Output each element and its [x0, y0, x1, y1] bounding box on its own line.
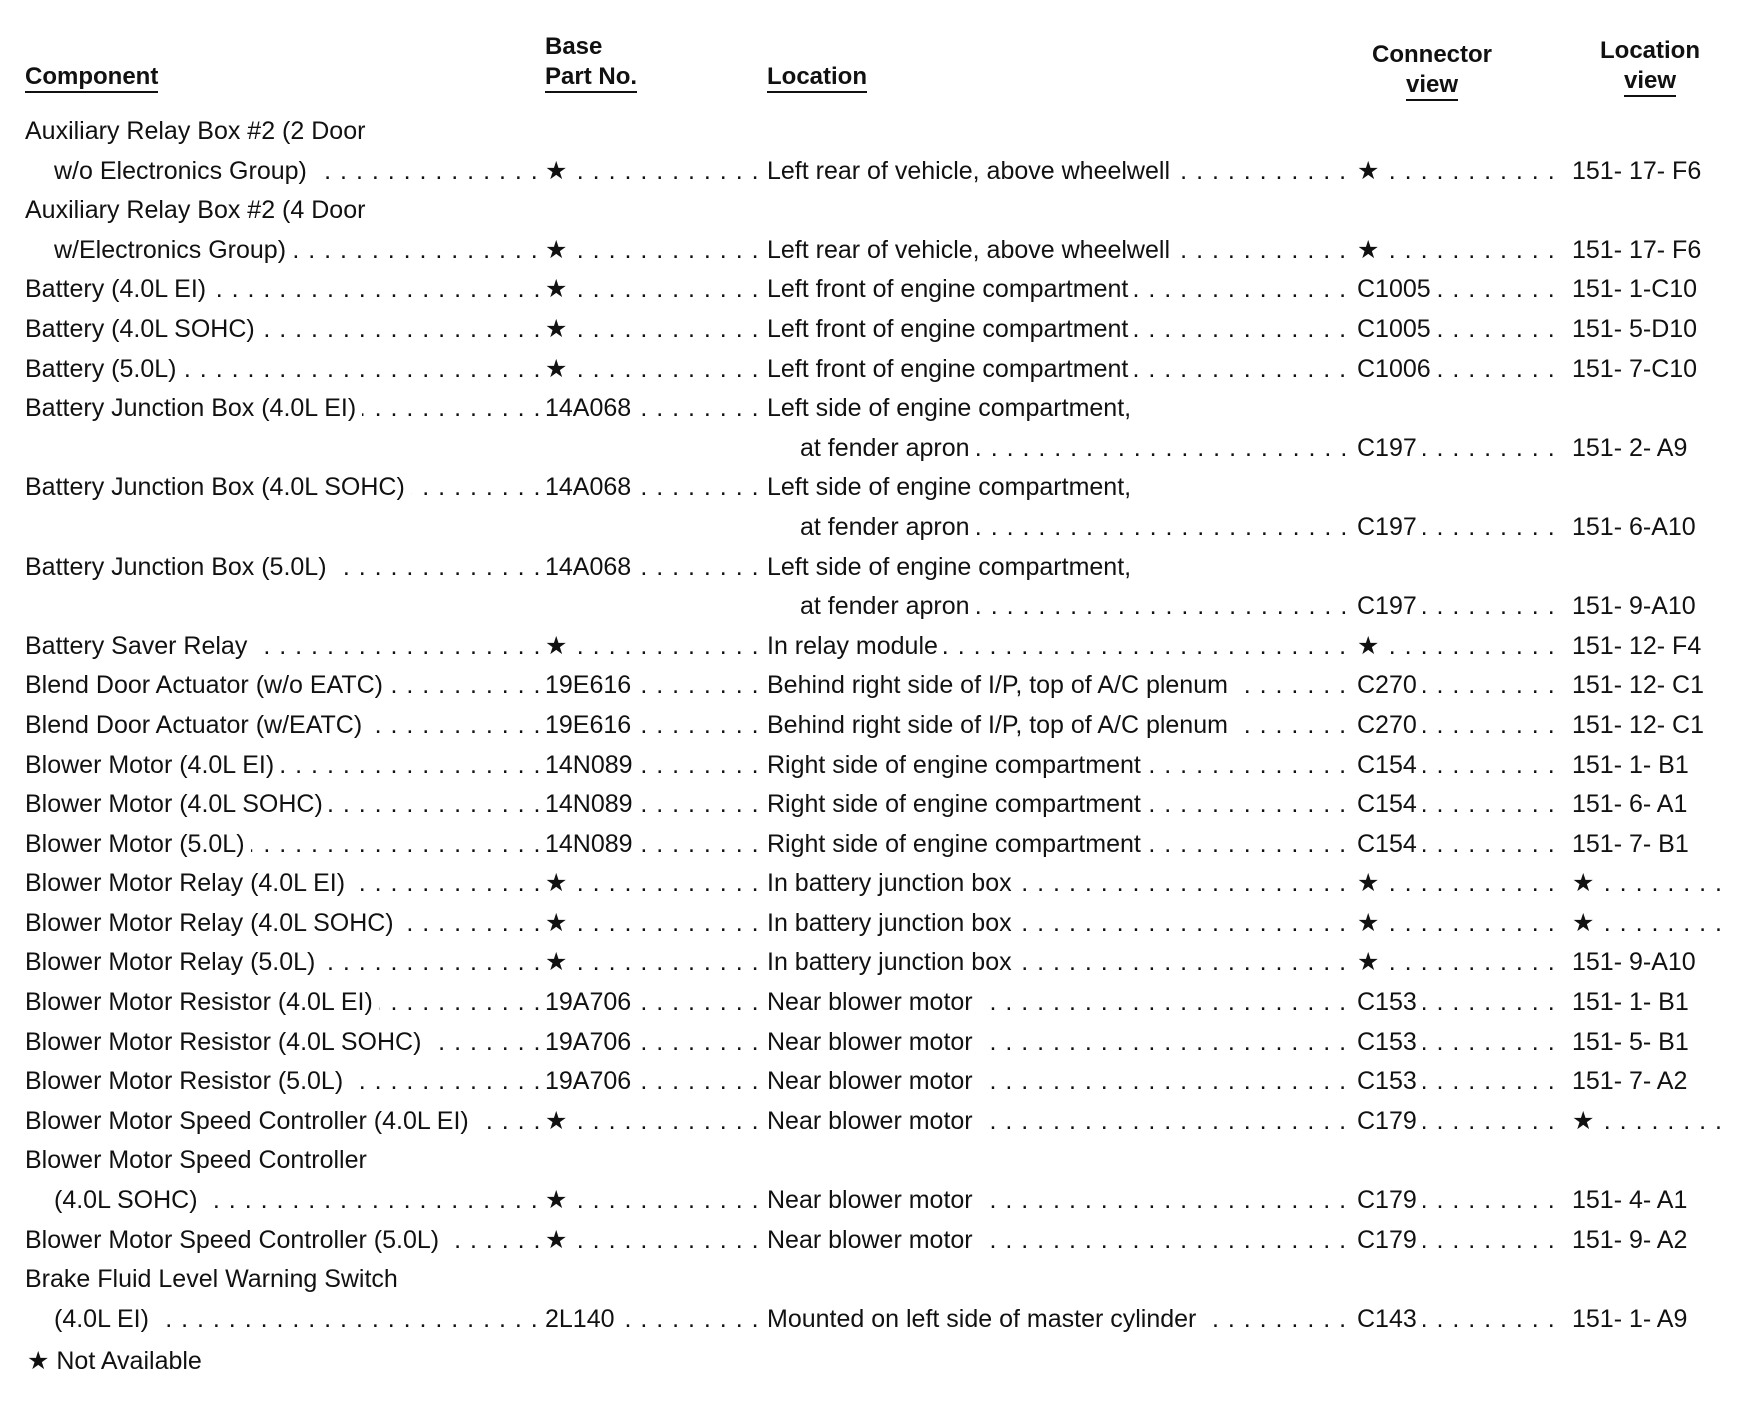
cell-location: Left front of engine compartment . . . [767, 270, 1352, 310]
cell-part: 14N089 . . . [545, 825, 767, 865]
cell-part: ★ . . . [545, 943, 767, 983]
table-row [0, 864, 1756, 904]
cell-part: 19E616 . . . [545, 706, 767, 746]
cell-connector: ★ . . . [1357, 943, 1557, 983]
cell-location: Near blower motor . . . [767, 1221, 1352, 1261]
cell-connector: ★ . . . [1357, 864, 1557, 904]
cell-part: 14A068 . . . [545, 389, 767, 429]
cell-part: ★ . . . [545, 1102, 767, 1142]
table-row [0, 1141, 1756, 1181]
cell-component: Battery (4.0L EI) . . . [25, 270, 545, 310]
cell-connector: C153 . . . [1357, 983, 1557, 1023]
cell-location: Left side of engine compartment, [767, 389, 1352, 429]
cell-part: ★ . . . [545, 152, 767, 192]
cell-location: In battery junction box . . . [767, 904, 1352, 944]
cell-location: Left rear of vehicle, above wheelwell . . . [767, 231, 1352, 271]
cell-part: ★ . . . [545, 310, 767, 350]
cell-location: In relay module . . . [767, 627, 1352, 667]
cell-part: ★ . . . [545, 864, 767, 904]
cell-connector: C143 . . . [1357, 1300, 1557, 1340]
table-row [0, 587, 1756, 627]
table-row [0, 350, 1756, 390]
cell-component: Blower Motor Relay (5.0L) . . . [25, 943, 545, 983]
cell-location: Left side of engine compartment, [767, 548, 1352, 588]
table-row [0, 468, 1756, 508]
cell-location: Near blower motor . . . [767, 983, 1352, 1023]
cell-component: w/o Electronics Group) . . . [54, 152, 545, 192]
cell-component: (4.0L SOHC) . . . [54, 1181, 545, 1221]
cell-component: Blower Motor Speed Controller [25, 1141, 545, 1181]
cell-component: Blend Door Actuator (w/EATC) . . . [25, 706, 545, 746]
cell-component: Blower Motor (5.0L) . . . [25, 825, 545, 865]
cell-connector: C197 . . . [1357, 508, 1557, 548]
table-row [0, 152, 1756, 192]
cell-part: ★ . . . [545, 350, 767, 390]
cell-location: at fender apron . . . [800, 429, 1352, 469]
cell-part: ★ . . . [545, 904, 767, 944]
cell-connector: C1005 . . . [1357, 270, 1557, 310]
cell-connector: C179 . . . [1357, 1102, 1557, 1142]
table-row [0, 943, 1756, 983]
cell-view: ★ . . . [1572, 1102, 1732, 1142]
table-row [0, 1023, 1756, 1063]
cell-location: Left front of engine compartment . . . [767, 310, 1352, 350]
cell-part: ★ . . . [545, 231, 767, 271]
cell-view: 151- 4- A1 [1572, 1186, 1688, 1215]
cell-component: Blower Motor Resistor (5.0L) . . . [25, 1062, 545, 1102]
cell-connector: ★ . . . [1357, 231, 1557, 271]
cell-component: w/Electronics Group) . . . [54, 231, 545, 271]
table-row [0, 1260, 1756, 1300]
cell-view: 151- 6-A10 [1572, 512, 1696, 541]
cell-location: Left side of engine compartment, [767, 468, 1352, 508]
cell-view: 151- 7- B1 [1572, 829, 1689, 858]
cell-location: Right side of engine compartment . . . [767, 825, 1352, 865]
cell-connector: C197 . . . [1357, 429, 1557, 469]
cell-view: 151- 5-D10 [1572, 314, 1698, 343]
cell-connector: C197 . . . [1357, 587, 1557, 627]
table-row [0, 389, 1756, 429]
cell-view: 151- 1- B1 [1572, 750, 1689, 779]
cell-location: Right side of engine compartment . . . [767, 746, 1352, 786]
cell-view: 151- 17- F6 [1572, 235, 1702, 264]
footnote: ★ Not Available [27, 1347, 202, 1375]
cell-view: ★ . . . [1572, 904, 1732, 944]
cell-part: 14A068 . . . [545, 548, 767, 588]
cell-component: Brake Fluid Level Warning Switch [25, 1260, 545, 1300]
cell-view: ★ . . . [1572, 864, 1732, 904]
cell-view: 151- 12- C1 [1572, 710, 1705, 739]
table-row [0, 310, 1756, 350]
cell-component: Battery Saver Relay . . . [25, 627, 545, 667]
cell-part: 19A706 . . . [545, 983, 767, 1023]
table-row [0, 1300, 1756, 1340]
cell-connector: C154 . . . [1357, 825, 1557, 865]
header-location-view: Location view [1580, 36, 1720, 96]
header-location: Location [767, 62, 867, 92]
cell-part: 19A706 . . . [545, 1023, 767, 1063]
cell-part: 19A706 . . . [545, 1062, 767, 1102]
cell-connector: C179 . . . [1357, 1221, 1557, 1261]
cell-view: 151- 2- A9 [1572, 433, 1688, 462]
table-row [0, 627, 1756, 667]
cell-location: at fender apron . . . [800, 508, 1352, 548]
cell-connector: ★ . . . [1357, 152, 1557, 192]
cell-view: 151- 1- A9 [1572, 1304, 1688, 1333]
cell-part: ★ . . . [545, 1181, 767, 1221]
cell-component: Blower Motor Resistor (4.0L SOHC) . . . [25, 1023, 545, 1063]
cell-location: Near blower motor . . . [767, 1062, 1352, 1102]
cell-connector: C153 . . . [1357, 1023, 1557, 1063]
cell-connector: C154 . . . [1357, 746, 1557, 786]
cell-view: 151- 9-A10 [1572, 948, 1696, 977]
cell-location: Left rear of vehicle, above wheelwell . . . [767, 152, 1352, 192]
cell-view: 151- 17- F6 [1572, 156, 1702, 185]
cell-view: 151- 1- B1 [1572, 988, 1689, 1017]
table-row [0, 666, 1756, 706]
table-row [0, 191, 1756, 231]
cell-location: In battery junction box . . . [767, 864, 1352, 904]
cell-component: Battery (4.0L SOHC) . . . [25, 310, 545, 350]
cell-connector: C179 . . . [1357, 1181, 1557, 1221]
cell-component: Blower Motor Relay (4.0L EI) . . . [25, 864, 545, 904]
table-row [0, 548, 1756, 588]
cell-view: 151- 5- B1 [1572, 1027, 1689, 1056]
cell-location: Near blower motor . . . [767, 1102, 1352, 1142]
cell-component: Blower Motor (4.0L SOHC) . . . [25, 785, 545, 825]
table-row [0, 706, 1756, 746]
cell-component: Battery Junction Box (4.0L EI) . . . [25, 389, 545, 429]
cell-part: 14N089 . . . [545, 746, 767, 786]
cell-component: Blend Door Actuator (w/o EATC) . . . [25, 666, 545, 706]
table-row [0, 429, 1756, 469]
cell-connector: ★ . . . [1357, 627, 1557, 667]
cell-view: 151- 6- A1 [1572, 790, 1688, 819]
cell-location: Right side of engine compartment . . . [767, 785, 1352, 825]
cell-view: 151- 12- F4 [1572, 631, 1702, 660]
cell-location: Mounted on left side of master cylinder . . . [767, 1300, 1352, 1340]
table-row [0, 785, 1756, 825]
cell-component: Battery Junction Box (4.0L SOHC) . . . [25, 468, 545, 508]
cell-location: Near blower motor . . . [767, 1181, 1352, 1221]
cell-component: Auxiliary Relay Box #2 (2 Door [25, 112, 545, 152]
table-row [0, 1062, 1756, 1102]
cell-part: ★ . . . [545, 627, 767, 667]
cell-location: at fender apron . . . [800, 587, 1352, 627]
cell-part: 14N089 . . . [545, 785, 767, 825]
cell-connector: C270 . . . [1357, 706, 1557, 746]
cell-connector: C153 . . . [1357, 1062, 1557, 1102]
header-base-part: Base Part No. [545, 32, 637, 92]
cell-component: Blower Motor Speed Controller (5.0L) . . . [25, 1221, 545, 1261]
table-row [0, 508, 1756, 548]
cell-part: 2L140 . . . [545, 1300, 767, 1340]
cell-part: 19E616 . . . [545, 666, 767, 706]
cell-view: 151- 9- A2 [1572, 1225, 1688, 1254]
cell-connector: C270 . . . [1357, 666, 1557, 706]
table-row [0, 231, 1756, 271]
table-row [0, 1221, 1756, 1261]
cell-component: Blower Motor Relay (4.0L SOHC) . . . [25, 904, 545, 944]
cell-component: Blower Motor (4.0L EI) . . . [25, 746, 545, 786]
table-row [0, 746, 1756, 786]
table-row [0, 1102, 1756, 1142]
cell-view: 151- 7- A2 [1572, 1067, 1688, 1096]
table-row [0, 904, 1756, 944]
cell-connector: ★ . . . [1357, 904, 1557, 944]
cell-connector: C1006 . . . [1357, 350, 1557, 390]
cell-component: Auxiliary Relay Box #2 (4 Door [25, 191, 545, 231]
header-component: Component [25, 62, 158, 92]
component-table [0, 112, 1756, 1339]
header-connector-view: Connector view [1352, 40, 1512, 100]
cell-connector: C1005 . . . [1357, 310, 1557, 350]
cell-view: 151- 1-C10 [1572, 275, 1698, 304]
cell-location: Behind right side of I/P, top of A/C plenum . . . [767, 666, 1352, 706]
table-row [0, 112, 1756, 152]
table-row [0, 270, 1756, 310]
table-row [0, 1181, 1756, 1221]
cell-connector: C154 . . . [1357, 785, 1557, 825]
cell-location: Near blower motor . . . [767, 1023, 1352, 1063]
table-row [0, 983, 1756, 1023]
cell-view: 151- 7-C10 [1572, 354, 1698, 383]
cell-component: Blower Motor Resistor (4.0L EI) . . . [25, 983, 545, 1023]
cell-location: Behind right side of I/P, top of A/C plenum . . . [767, 706, 1352, 746]
cell-part: ★ . . . [545, 1221, 767, 1261]
cell-view: 151- 12- C1 [1572, 671, 1705, 700]
cell-component: Battery Junction Box (5.0L) . . . [25, 548, 545, 588]
cell-view: 151- 9-A10 [1572, 592, 1696, 621]
cell-part: ★ . . . [545, 270, 767, 310]
cell-component: (4.0L EI) . . . [54, 1300, 545, 1340]
cell-location: Left front of engine compartment . . . [767, 350, 1352, 390]
table-row [0, 825, 1756, 865]
cell-part: 14A068 . . . [545, 468, 767, 508]
cell-component: Battery (5.0L) . . . [25, 350, 545, 390]
cell-location: In battery junction box . . . [767, 943, 1352, 983]
cell-component: Blower Motor Speed Controller (4.0L EI) . . . [25, 1102, 545, 1142]
